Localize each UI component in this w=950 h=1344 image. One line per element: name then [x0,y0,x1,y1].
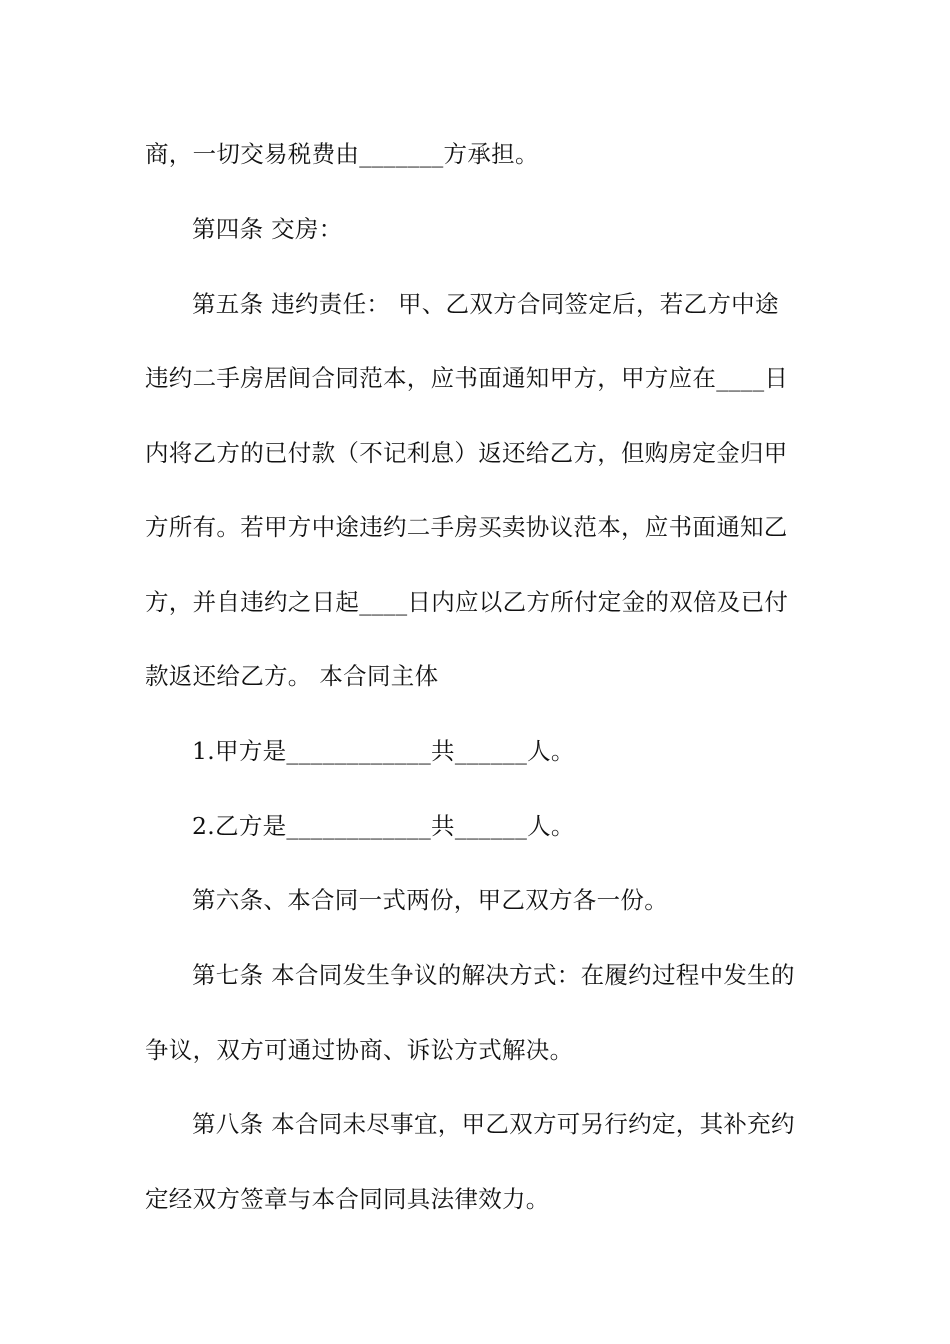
text-line-7: 方，并自违约之日起____日内应以乙方所付定金的双倍及已付 [145,588,789,616]
text-line-15: 定经双方签章与本合同同具法律效力。 [145,1185,550,1213]
text-line-6: 方所有。若甲方中途违约二手房买卖协议范本，应书面通知乙 [145,513,788,541]
text-line-1: 商，一切交易税费由_______方承担。 [145,140,539,168]
text-line-12: 第七条 本合同发生争议的解决方式：在履约过程中发生的 [192,961,795,989]
list-item-party-a: 1.甲方是____________共______人。 [192,737,575,765]
text-line-13: 争议，双方可通过协商、诉讼方式解决。 [145,1036,574,1064]
text-line-14: 第八条 本合同未尽事宜，甲乙双方可另行约定，其补充约 [192,1110,795,1138]
text-line-4: 违约二手房居间合同范本，应书面通知甲方，甲方应在____日 [145,364,789,392]
text-line-11: 第六条、本合同一式两份，甲乙双方各一份。 [192,886,668,914]
text-line-8: 款返还给乙方。 本合同主体 [145,662,439,690]
list-item-party-b: 2.乙方是____________共______人。 [192,812,575,840]
text-line-3: 第五条 违约责任： 甲、乙双方合同签定后，若乙方中途 [192,290,779,318]
text-line-2: 第四条 交房： [192,215,343,243]
text-line-5: 内将乙方的已付款（不记利息）返还给乙方，但购房定金归甲 [145,439,788,467]
